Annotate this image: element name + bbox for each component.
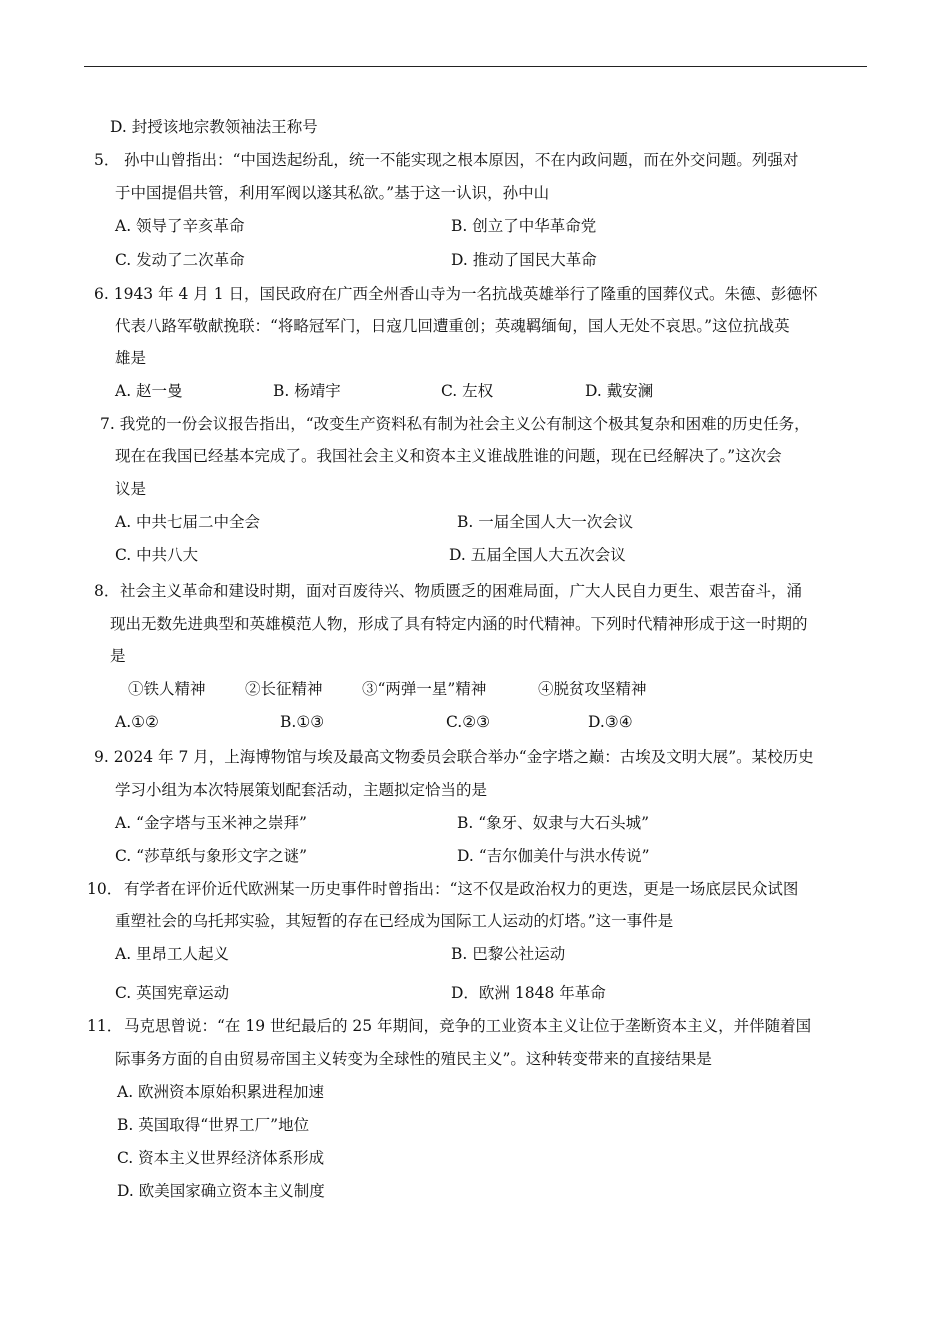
q4-option-d: D. 封授该地宗教领袖法王称号 bbox=[110, 118, 318, 136]
q11-option-d: D. 欧美国家确立资本主义制度 bbox=[117, 1182, 325, 1200]
q6-option-a: A. 赵一曼 bbox=[115, 382, 183, 400]
q8-item-3: ③“两弹一星”精神 bbox=[362, 680, 487, 698]
q8-item-1: ①铁人精神 bbox=[128, 680, 206, 698]
q9-stem-line1: 9. 2024 年 7 月，上海博物馆与埃及最高文物委员会联合举办“金字塔之巅：古埃及文明大展”。某校历史 bbox=[94, 748, 814, 766]
q5-option-b: B. 创立了中华革命党 bbox=[451, 217, 597, 235]
q9-stem-line2: 学习小组为本次特展策划配套活动，主题拟定恰当的是 bbox=[115, 781, 488, 799]
q11-option-a: A. 欧洲资本原始积累进程加速 bbox=[117, 1083, 325, 1101]
q7-stem-line1: 7. 我党的一份会议报告指出，“改变生产资料私有制为社会主义公有制这个极其复杂和困难的历史任务， bbox=[100, 415, 810, 433]
q8-stem-line3: 是 bbox=[110, 647, 126, 665]
q8-stem-line2: 现出无数先进典型和英雄模范人物，形成了具有特定内涵的时代精神。下列时代精神形成于这一时期的 bbox=[110, 615, 808, 633]
q7-stem-line3: 议是 bbox=[115, 480, 147, 498]
q5-stem-line2: 于中国提倡共管，利用军阀以遂其私欲。”基于这一认识，孙中山 bbox=[115, 184, 550, 202]
q10-option-a: A. 里昂工人起义 bbox=[115, 945, 230, 963]
q6-option-c: C. 左权 bbox=[441, 382, 494, 400]
q7-option-b: B. 一届全国人大一次会议 bbox=[457, 513, 634, 531]
q7-option-d: D. 五届全国人大五次会议 bbox=[449, 546, 626, 564]
q6-stem-line1: 6. 1943 年 4 月 1 日，国民政府在广西全州香山寺为一名抗战英雄举行了隆重的国葬仪式。朱德、彭德怀 bbox=[94, 285, 818, 303]
q6-stem-line2: 代表八路军敬献挽联：“将略冠军门，日寇几回遭重创；英魂羁缅甸，国人无处不哀思。”这位抗战英 bbox=[115, 317, 790, 335]
q5-option-a: A. 领导了辛亥革命 bbox=[115, 217, 245, 235]
q7-stem-line2: 现在在我国已经基本完成了。我国社会主义和资本主义谁战胜谁的问题，现在已经解决了。”这次会 bbox=[115, 447, 782, 465]
q10-option-c: C. 英国宪章运动 bbox=[115, 984, 230, 1002]
q10-number: 10． bbox=[87, 880, 123, 898]
q11-option-c: C. 资本主义世界经济体系形成 bbox=[117, 1149, 325, 1167]
q9-option-a: A. “金字塔与玉米神之崇拜” bbox=[115, 814, 307, 832]
q5-number: 5． bbox=[94, 151, 120, 169]
q8-option-c: C.②③ bbox=[446, 713, 491, 731]
q8-option-d: D.③④ bbox=[588, 713, 633, 731]
q9-option-d: D. “吉尔伽美什与洪水传说” bbox=[457, 847, 650, 865]
q10-option-b: B. 巴黎公社运动 bbox=[451, 945, 566, 963]
q10-stem-line1: 有学者在评价近代欧洲某一历史事件时曾指出：“这不仅是政治权力的更迭，更是一场底层民众试图 bbox=[124, 880, 799, 898]
q8-item-4: ④脱贫攻坚精神 bbox=[538, 680, 647, 698]
q10-stem-line2: 重塑社会的乌托邦实验，其短暂的存在已经成为国际工人运动的灯塔。”这一事件是 bbox=[115, 912, 674, 930]
q8-option-b: B.①③ bbox=[280, 713, 325, 731]
q11-stem-line1: 马克思曾说：“在 19 世纪最后的 25 年期间，竞争的工业资本主义让位于垄断资本主义，并伴随着国 bbox=[124, 1017, 812, 1035]
q7-option-c: C. 中共八大 bbox=[115, 546, 199, 564]
q8-option-a: A.①② bbox=[115, 713, 159, 731]
q8-stem-line1: 社会主义革命和建设时期，面对百废待兴、物质匮乏的困难局面，广大人民自力更生、艰苦奋斗，涌 bbox=[120, 582, 803, 600]
q6-stem-line3: 雄是 bbox=[115, 349, 147, 367]
q11-stem-line2: 际事务方面的自由贸易帝国主义转变为全球性的殖民主义”。这种转变带来的直接结果是 bbox=[115, 1050, 712, 1068]
q9-option-b: B. “象牙、奴隶与大石头城” bbox=[457, 814, 650, 832]
q11-option-b: B. 英国取得“世界工厂”地位 bbox=[117, 1116, 310, 1134]
q7-option-a: A. 中共七届二中全会 bbox=[115, 513, 261, 531]
q10-option-d: D．欧洲 1848 年革命 bbox=[451, 984, 606, 1002]
q8-item-2: ②长征精神 bbox=[245, 680, 323, 698]
header-rule bbox=[84, 66, 867, 67]
q5-stem-line1: 孙中山曾指出：“中国迭起纷乱，统一不能实现之根本原因，不在内政问题，而在外交问题。列强对 bbox=[124, 151, 799, 169]
q9-option-c: C. “莎草纸与象形文字之谜” bbox=[115, 847, 308, 865]
q6-option-b: B. 杨靖宇 bbox=[273, 382, 341, 400]
q6-option-d: D. 戴安澜 bbox=[585, 382, 654, 400]
q5-option-c: C. 发动了二次革命 bbox=[115, 251, 245, 269]
q8-number: 8． bbox=[94, 582, 120, 600]
q11-number: 11． bbox=[87, 1017, 123, 1035]
q5-option-d: D. 推动了国民大革命 bbox=[451, 251, 597, 269]
